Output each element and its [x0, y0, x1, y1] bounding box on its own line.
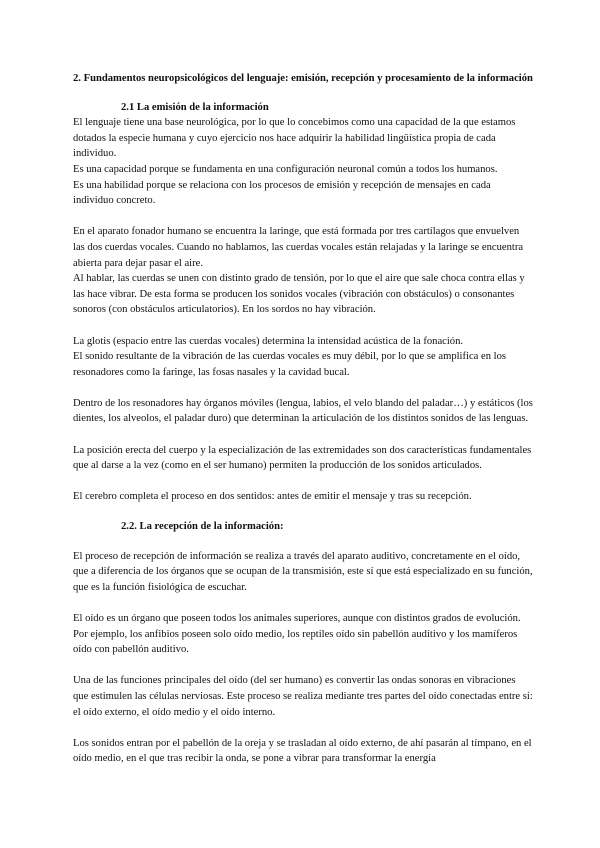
- paragraph: El lenguaje tiene una base neurológica, por lo que lo concebimos como una capacidad de la que estamos dotados la especie humana y cuyo ejercicio nos hace adquirir la habilidad lingüística propia de cada individuo.: [73, 117, 516, 160]
- paragraph: Es una habilidad porque se relaciona con los procesos de emisión y recepción de mensajes en cada individuo concreto.: [73, 179, 491, 207]
- paragraph: La posición erecta del cuerpo y la especialización de las extremidades son dos características fundamentales que al darse a la vez (como en el ser humano) permiten la producción de los sonidos articulados.: [73, 444, 532, 472]
- paragraph: Una de las funciones principales del oído (del ser humano) es convertir las ondas sonoras en vibraciones que estimulen las células nerviosas. Este proceso se realiza mediante tres partes del oído conectadas entre sí: el oído externo, el oído medio y el oído interno.: [73, 675, 533, 718]
- paragraph: El sonido resultante de la vibración de las cuerdas vocales es muy débil, por lo que se amplifica en los resonadores como la faringe, las fosas nasales y la cavidad bucal.: [73, 351, 507, 378]
- paragraph: Es una capacidad porque se fundamenta en una configuración neuronal común a todos los humanos.: [73, 163, 498, 175]
- paragraph: El oído es un órgano que poseen todos los animales superiores, aunque con distintos grados de evolución. Por ejemplo, los anfibios poseen solo oído medio, los reptiles oído sin pabellón auditivo y los mamíferos oído con pabellón auditivo.: [73, 613, 521, 656]
- document-body: [73, 71, 533, 767]
- paragraph: Al hablar, las cuerdas se unen con distinto grado de tensión, por lo que el aire que sale choca contra ellas y las hace vibrar. De esta forma se producen los sonidos vocales (vibración con obstáculos) o consonantes sonoros (con obstáculos articulatorios). En los sordos no hay vibración.: [73, 273, 525, 316]
- paragraph: Los sonidos entran por el pabellón de la oreja y se trasladan al oído externo, de ahí pasarán al tímpano, en el oído medio, en el que tras recibir la onda, se pone a vibrar para transformar la energía: [73, 737, 532, 765]
- paragraph: El proceso de recepción de información se realiza a través del aparato auditivo, concretamente en el oído, que a diferencia de los órganos que se ocupan de la transmisión, este sí que está especializado en su función, que es la función fisiológica de escuchar.: [73, 550, 533, 593]
- section-heading-recepcion: 2.2. La recepción de la información:: [121, 521, 284, 533]
- paragraph: Dentro de los resonadores hay órganos móviles (lengua, labios, el velo blando del paladar…) y estáticos (los dientes, los alveolos, el paladar duro) que determinan la articulación de los distintos sonidos de las lenguas.: [73, 397, 533, 425]
- paragraph: En el aparato fonador humano se encuentra la laringe, que está formada por tres cartílagos que envuelven las dos cuerdas vocales. Cuando no hablamos, las cuerdas vocales están relajadas y la laringe se encuentra abierta para dejar pasar el aire.: [73, 226, 524, 269]
- document-title: 2. Fundamentos neuropsicológicos del lenguaje: emisión, recepción y procesamiento de la información: [73, 73, 533, 84]
- paragraph: El cerebro completa el proceso en dos sentidos: antes de emitir el mensaje y tras su recepción.: [73, 491, 472, 503]
- paragraph: La glotis (espacio entre las cuerdas vocales) determina la intensidad acústica de la fonación.: [73, 335, 464, 347]
- section-heading-emision: 2.1 La emisión de la información: [121, 101, 269, 113]
